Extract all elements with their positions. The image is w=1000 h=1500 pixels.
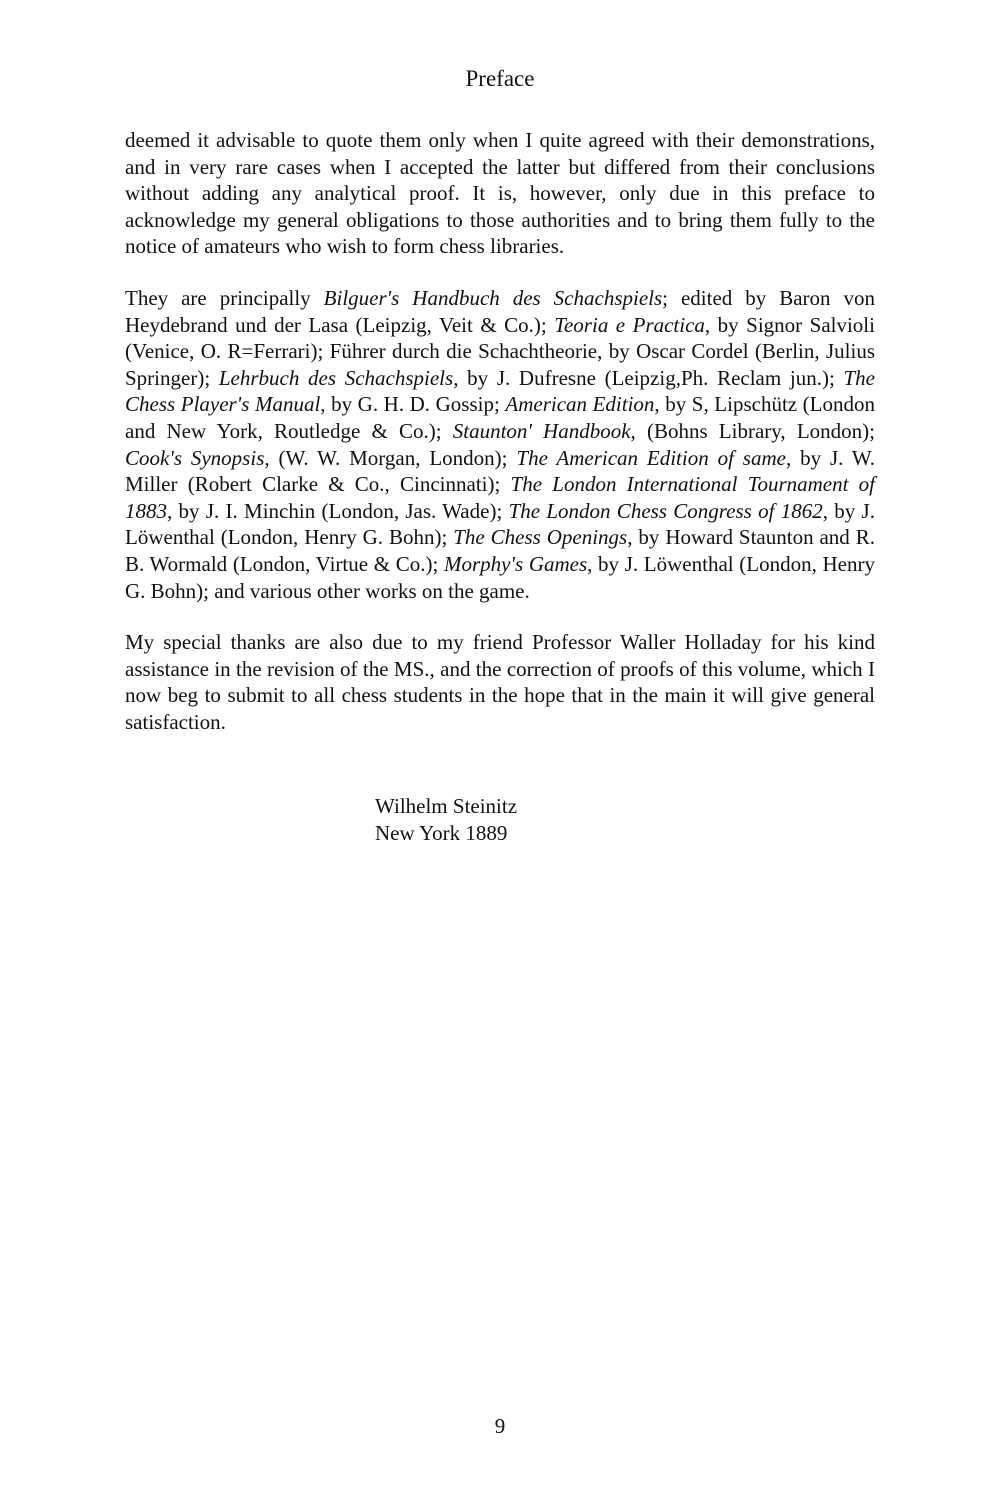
paragraph-3: [125, 629, 875, 735]
book-title-text: Morphy's Games: [444, 551, 588, 576]
book-title-text: Lehrbuch des Schachspiels: [218, 365, 454, 390]
running-head: Preface: [465, 66, 535, 91]
book-title-text: The American Edition of same: [516, 445, 786, 470]
book-title-text: Staunton' Handbook: [452, 418, 631, 443]
book-title-text: American Edition: [505, 392, 655, 417]
paragraph-text: , by S, Lipschütz (London and New York, Routledge & Co.);: [125, 392, 876, 443]
book-title-text: Bilguer's Handbuch des Schachspiels: [323, 285, 663, 310]
paragraph-text: , by G. H. D. Gossip;: [320, 392, 506, 417]
paragraph-1: [125, 127, 875, 260]
book-title-text: The London Chess Congress of 1862: [508, 498, 823, 523]
paragraph-text: , by J. Löwenthal (London, Henry G. Bohn);: [125, 498, 875, 550]
signature-place-date: New York 1889: [375, 820, 508, 845]
paragraph-text: , by J. W. Miller (Robert Clarke & Co., Cincinnati);: [125, 445, 875, 497]
paragraph-text: , (Bohns Library, London);: [630, 418, 875, 443]
paragraph-text: deemed it advisable to quote them only when I quite agreed with their demonstrations, and in very rare cases when I accepted the latter but differed from their conclusions without adding any analytical proof. It is, however, only due in this preface to acknowledge my general obligations to those authorities and to bring them fully to the notice of amateurs who wish to form chess libraries.: [125, 128, 875, 259]
signature-block: [375, 793, 517, 846]
body-text: [125, 127, 875, 760]
paragraph-text: , by J. Dufresne (Leipzig,Ph. Reclam jun.);: [453, 365, 844, 390]
book-title-text: The Chess Player's Manual: [125, 365, 875, 417]
paragraph-text: , by J. Löwenthal (London, Henry G. Bohn); and various other works on the game.: [125, 551, 875, 603]
paragraph-text: , by J. I. Minchin (London, Jas. Wade);: [167, 498, 509, 523]
paragraph-text: , (W. W. Morgan, London);: [264, 445, 517, 470]
paragraph-text: My special thanks are also due to my friend Professor Waller Holladay for his kind assistance in the revision of the MS., and the correction of proofs of this volume, which I now beg to submit to all chess students in the hope that in the main it will give general satisfaction.: [125, 630, 875, 734]
book-title-text: The London International Tournament of 1883: [125, 472, 875, 523]
paragraph-text: , by Howard Staunton and R. B. Wormald (London, Virtue & Co.);: [125, 525, 875, 576]
book-title-text: The Chess Openings: [453, 525, 628, 550]
paragraph-text: They are principally: [125, 285, 324, 310]
book-title-text: Teoria e Practica: [554, 312, 705, 337]
page-number: 9: [494, 1414, 506, 1438]
paragraph-text: ; edited by Baron von Heydebrand und der Lasa (Leipzig, Veit & Co.);: [125, 285, 876, 337]
signature-name: Wilhelm Steinitz: [375, 794, 518, 818]
paragraph-text: , by Signor Salvioli (Venice, O. R=Ferrari); Führer durch die Schachtheorie, by Oscar Cordel (Berlin, Julius Springer);: [125, 312, 875, 390]
book-title-text: Cook's Synopsis: [125, 445, 265, 470]
paragraph-2: [125, 285, 875, 604]
